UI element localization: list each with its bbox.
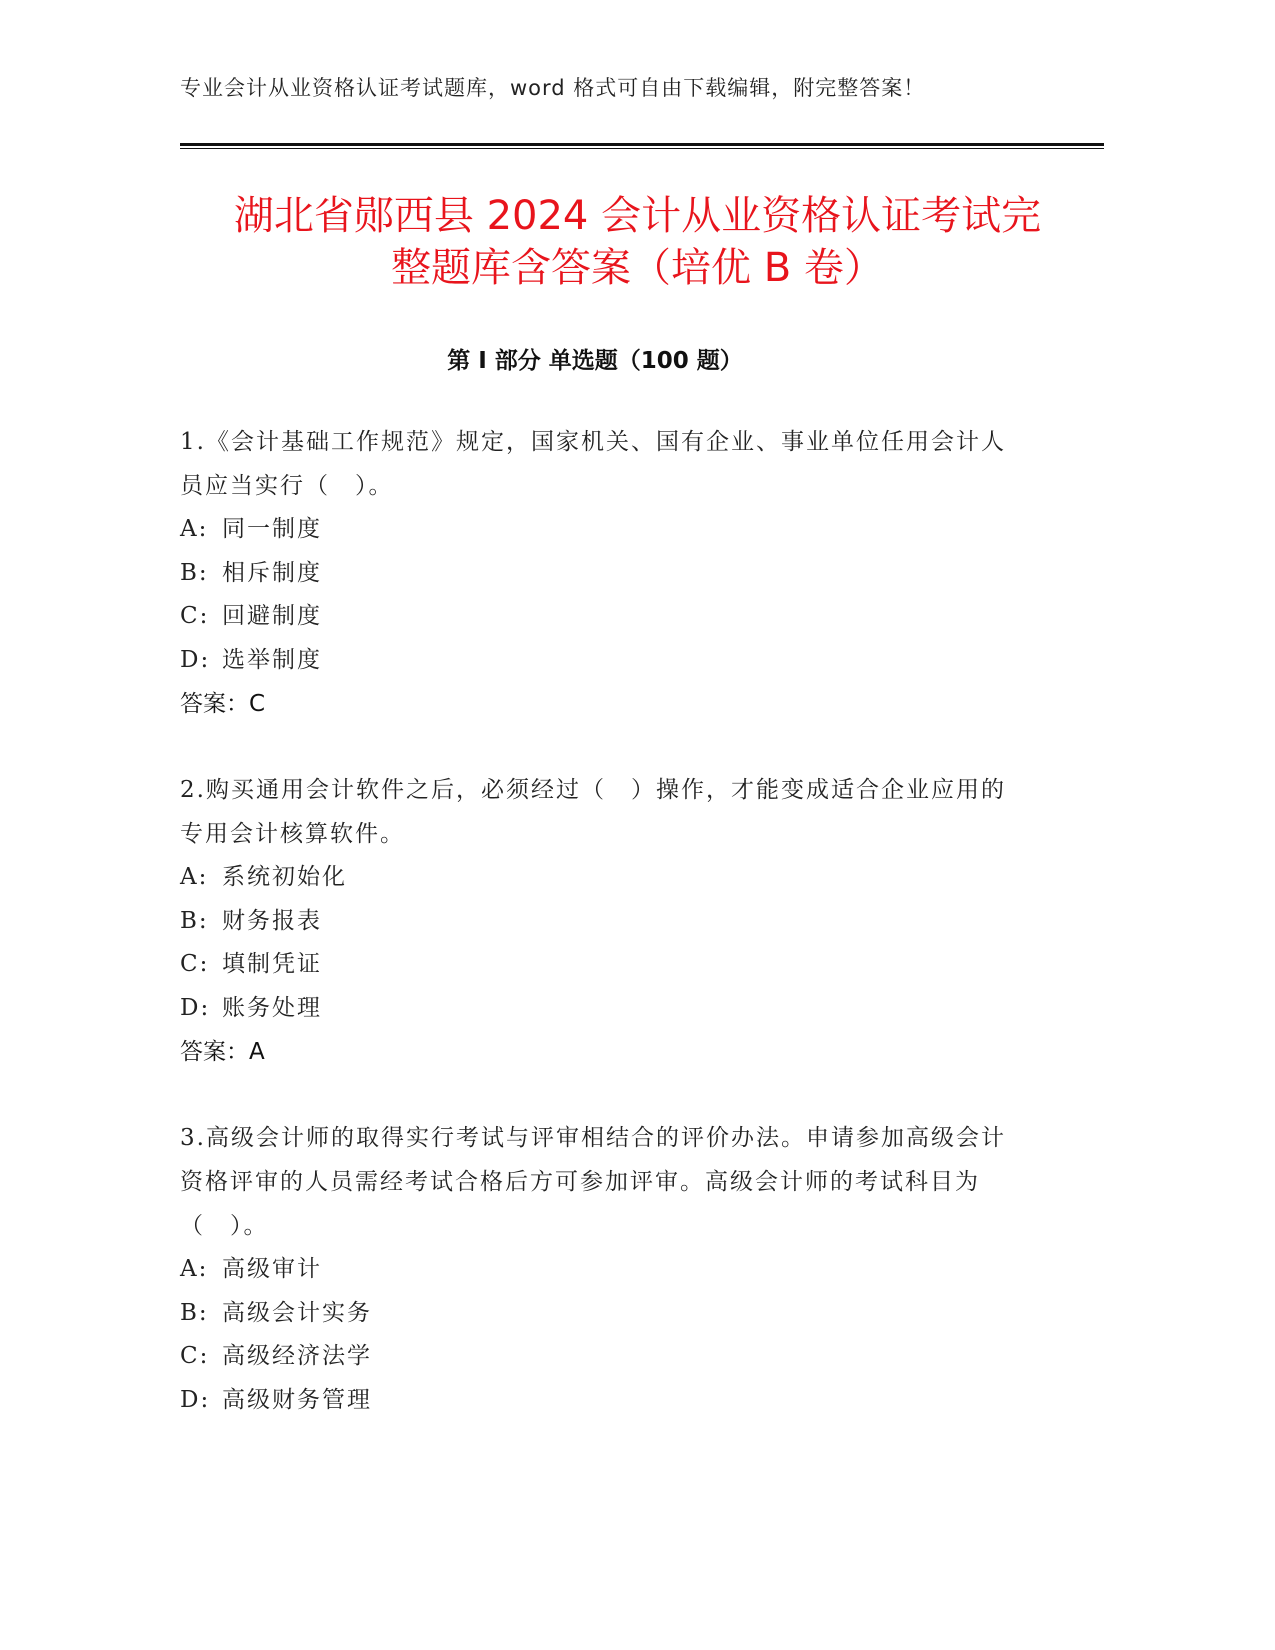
answer-line: 答案：C (180, 691, 266, 717)
option-d (180, 639, 1020, 683)
header-divider (180, 143, 1104, 149)
option-b (180, 900, 1020, 944)
option-d (180, 1379, 1020, 1423)
option-text: 财务报表 (222, 907, 322, 934)
page-header-text: 专业会计从业资格认证考试题库，word 格式可自由下载编辑，附完整答案！ (180, 76, 926, 100)
document-title (150, 190, 1125, 294)
option-text: 高级审计 (222, 1256, 322, 1282)
option-letter: A: (180, 516, 209, 542)
header-divider-thin (180, 148, 1104, 149)
question-3 (180, 1116, 1020, 1422)
option-letter: B: (180, 1299, 209, 1326)
answer-line: 答案：A (180, 1039, 265, 1065)
option-letter: C: (180, 1343, 210, 1369)
question-1 (180, 420, 1020, 726)
option-text: 回避制度 (222, 603, 322, 629)
header-divider-thick (180, 143, 1104, 146)
question-stem: 3.高级会计师的取得实行考试与评审相结合的评价办法。申请参加高级会计资格评审的人员需经考试合格后方可参加评审。高级会计师的考试科目为（ ）。 (180, 1125, 1006, 1239)
option-letter: A: (180, 864, 209, 890)
document-title-line2: 整题库含答案（培优 B 卷） (391, 245, 884, 291)
document-title-line1: 湖北省郧西县 2024 会计从业资格认证考试完 (233, 193, 1042, 239)
option-letter: D: (180, 1386, 211, 1413)
option-letter: D: (180, 646, 211, 673)
option-letter: A: (180, 1256, 209, 1282)
question-2 (180, 768, 1020, 1074)
option-letter: B: (180, 907, 209, 934)
option-b (180, 552, 1020, 596)
option-c (180, 595, 1020, 639)
question-list (180, 420, 1020, 1464)
option-a (180, 1248, 1020, 1292)
section-title: 第 I 部分 单选题（100 题） (447, 348, 743, 374)
option-a (180, 508, 1020, 552)
option-letter: C: (180, 603, 210, 629)
option-text: 选举制度 (222, 646, 322, 673)
option-text: 相斥制度 (222, 559, 322, 586)
option-c (180, 1335, 1020, 1379)
option-a (180, 856, 1020, 900)
option-text: 高级会计实务 (222, 1299, 372, 1326)
question-stem: 1.《会计基础工作规范》规定，国家机关、国有企业、事业单位任用会计人员应当实行（ ）。 (180, 429, 1006, 499)
option-text: 高级财务管理 (222, 1386, 372, 1413)
option-letter: C: (180, 951, 210, 977)
question-stem: 2.购买通用会计软件之后，必须经过（ ）操作，才能变成适合企业应用的专用会计核算软件。 (180, 777, 1006, 847)
option-text: 填制凭证 (222, 951, 322, 977)
option-text: 系统初始化 (222, 864, 347, 890)
option-c (180, 943, 1020, 987)
option-d (180, 987, 1020, 1031)
option-text: 账务处理 (222, 994, 322, 1021)
option-letter: D: (180, 994, 211, 1021)
option-b (180, 1292, 1020, 1336)
option-text: 高级经济法学 (222, 1343, 372, 1369)
option-letter: B: (180, 559, 209, 586)
option-text: 同一制度 (222, 516, 322, 542)
